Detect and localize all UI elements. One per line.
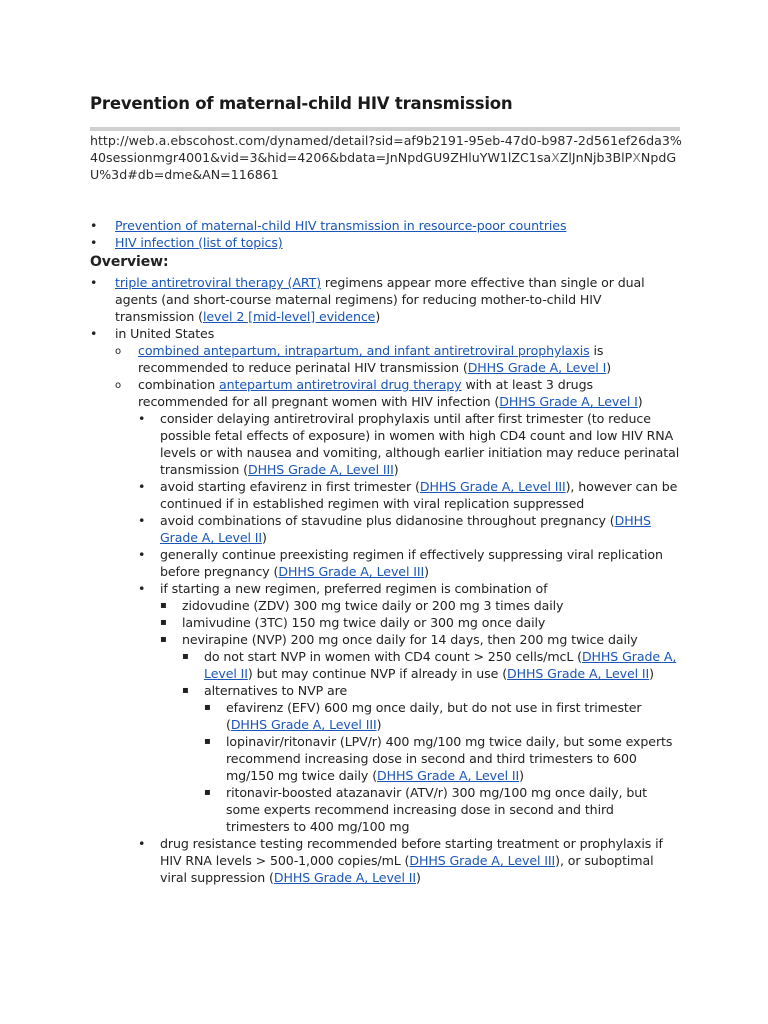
list-item xyxy=(90,325,680,886)
url-part-3: NpdGU%3d#db=dme&AN=116861 xyxy=(90,150,677,182)
list-item xyxy=(90,234,680,251)
list-item xyxy=(138,410,680,478)
efavirenz-text: avoid starting efavirenz in first trimester ( xyxy=(160,479,420,494)
item2-pre: combination xyxy=(138,377,220,392)
list-item xyxy=(90,274,680,325)
list-item xyxy=(115,342,680,376)
nvp-cd4-close: ) xyxy=(649,666,654,681)
efv-text: efavirenz (EFV) 600 mg once daily, but do not use in first trimester ( xyxy=(226,700,642,732)
stavudine-close: ) xyxy=(262,530,267,545)
list-item xyxy=(182,648,680,682)
alternatives-text: alternatives to NVP are xyxy=(204,683,348,698)
url-part-2: ZlJnNjb3BlP xyxy=(559,150,633,165)
link-hiv-topics[interactable]: HIV infection (list of topics) xyxy=(115,235,283,250)
list-item xyxy=(160,631,680,835)
link-grade[interactable]: DHHS Grade A, Level III xyxy=(409,853,556,868)
link-antepartum-therapy[interactable]: antepartum antiretroviral drug therapy xyxy=(219,377,462,392)
link-grade[interactable]: DHHS Grade A, Level III xyxy=(230,717,377,732)
resistance-text: drug resistance testing recommended before starting treatment or prophylaxis if HIV RNA levels > 500-1,000 copies/mL ( xyxy=(160,836,663,868)
link-grade[interactable]: DHHS Grade A, Level II xyxy=(377,768,520,783)
related-links-list xyxy=(90,217,680,251)
continue-text: generally continue preexisting regimen if effectively suppressing viral replication before pregnancy ( xyxy=(160,547,663,579)
overview-heading: Overview: xyxy=(90,254,169,270)
link-grade[interactable]: DHHS Grade A, Level II xyxy=(507,666,650,681)
list-item: ▪ zidovudine (ZDV) 300 mg twice daily or 200 mg 3 times daily xyxy=(160,597,680,614)
link-grade[interactable]: DHHS Grade A, Level III xyxy=(278,564,425,579)
list-item xyxy=(138,580,680,835)
url-faint-1: X xyxy=(551,150,560,165)
list-item xyxy=(90,217,680,234)
continue-close: ) xyxy=(424,564,429,579)
delay-text: consider delaying antiretroviral prophylaxis until after first trimester (to reduce possible fetal effects of exposure) in women with high CD4 count and low HIV RNA levels or with nausea and vomiting, although earlier initiation may reduce perinatal transmission ( xyxy=(160,411,680,477)
list-item xyxy=(204,733,680,784)
art-text: regimens appear more effective than single or dual agents (and short-course maternal regimens) for reducing mother-to-child HIV transmission ( xyxy=(115,275,645,324)
link-grade[interactable]: DHHS Grade A, Level II xyxy=(273,870,416,885)
list-item xyxy=(138,835,680,886)
item2-close: ) xyxy=(637,394,643,409)
item1-text: is recommended to reduce perinatal HIV transmission ( xyxy=(138,343,604,375)
link-grade[interactable]: DHHS Grade A, Level III xyxy=(419,479,566,494)
alternatives-list xyxy=(204,699,680,835)
stavudine-text: avoid combinations of stavudine plus didanosine throughout pregnancy ( xyxy=(160,513,615,528)
us-list xyxy=(115,342,680,886)
link-resource-poor[interactable]: Prevention of maternal-child HIV transmission in resource-poor countries xyxy=(115,218,567,233)
url-part-1: http://web.a.ebscohost.com/dynamed/detail?sid=af9b2191-95eb-47d0-b987-2d561ef26da3%40sessionmgr4001&vid=3&hid=4206&bdata=JnNpdGU9ZHluYW1lZC1sa xyxy=(90,133,682,165)
link-art[interactable]: triple antiretroviral therapy (ART) xyxy=(115,275,322,290)
item2-text: with at least 3 drugs recommended for all pregnant women with HIV infection ( xyxy=(138,377,593,409)
link-grade[interactable]: DHHS Grade A, Level II xyxy=(160,513,651,545)
us-label: in United States xyxy=(115,326,215,341)
link-grade[interactable]: DHHS Grade A, Level II xyxy=(204,649,677,681)
link-evidence-level[interactable]: level 2 [mid-level] evidence xyxy=(202,309,376,324)
lpv-text: lopinavir/ritonavir (LPV/r) 400 mg/100 mg twice daily, but some experts recommend increasing dose in second and third trimesters to 600 mg/150 mg twice daily ( xyxy=(226,734,673,783)
list-item xyxy=(138,478,680,512)
nvp-text: nevirapine (NVP) 200 mg once daily for 14 days, then 200 mg twice daily xyxy=(182,632,638,647)
art-close: ) xyxy=(375,309,381,324)
url-faint-2: X xyxy=(632,150,641,165)
list-item xyxy=(182,682,680,835)
page-title: Prevention of maternal-child HIV transmission xyxy=(90,94,513,113)
list-item xyxy=(138,512,680,546)
link-grade[interactable]: DHHS Grade A, Level I xyxy=(499,394,638,409)
list-item: ▪ ritonavir-boosted atazanavir (ATV/r) 300 mg/100 mg once daily, but some experts recommend increasing dose in second and third trimesters to 400 mg/100 mg xyxy=(204,784,680,835)
link-grade[interactable]: DHHS Grade A, Level III xyxy=(247,462,394,477)
resistance-close: ) xyxy=(416,870,421,885)
efv-close: ) xyxy=(376,717,382,732)
lpv-close: ) xyxy=(519,768,524,783)
source-url xyxy=(90,132,682,183)
item1-close: ) xyxy=(606,360,612,375)
title-divider xyxy=(90,127,680,131)
link-combined-prophylaxis[interactable]: combined antepartum, intrapartum, and infant antiretroviral prophylaxis xyxy=(138,343,590,358)
document-body xyxy=(90,217,680,886)
list-item: ▪ lamivudine (3TC) 150 mg twice daily or 300 mg once daily xyxy=(160,614,680,631)
link-grade[interactable]: DHHS Grade A, Level I xyxy=(467,360,607,375)
nvp-cd4-mid: ) but may continue NVP if already in use ( xyxy=(247,666,508,681)
delay-close: ) xyxy=(393,462,399,477)
efavirenz-after: ), however can be continued if in established regimen with viral replication suppressed xyxy=(160,479,678,511)
overview-list xyxy=(90,274,680,886)
new-regimen-text: if starting a new regimen, preferred regimen is combination of xyxy=(160,581,548,596)
list-item xyxy=(115,376,680,886)
regimen-list xyxy=(160,597,680,835)
therapy-sublist xyxy=(138,410,680,886)
list-item xyxy=(138,546,680,580)
nvp-sublist xyxy=(182,648,680,835)
list-item xyxy=(204,699,680,733)
nvp-cd4-text: do not start NVP in women with CD4 count > 250 cells/mcL ( xyxy=(204,649,582,664)
resistance-mid: ), or suboptimal viral suppression ( xyxy=(160,853,654,885)
